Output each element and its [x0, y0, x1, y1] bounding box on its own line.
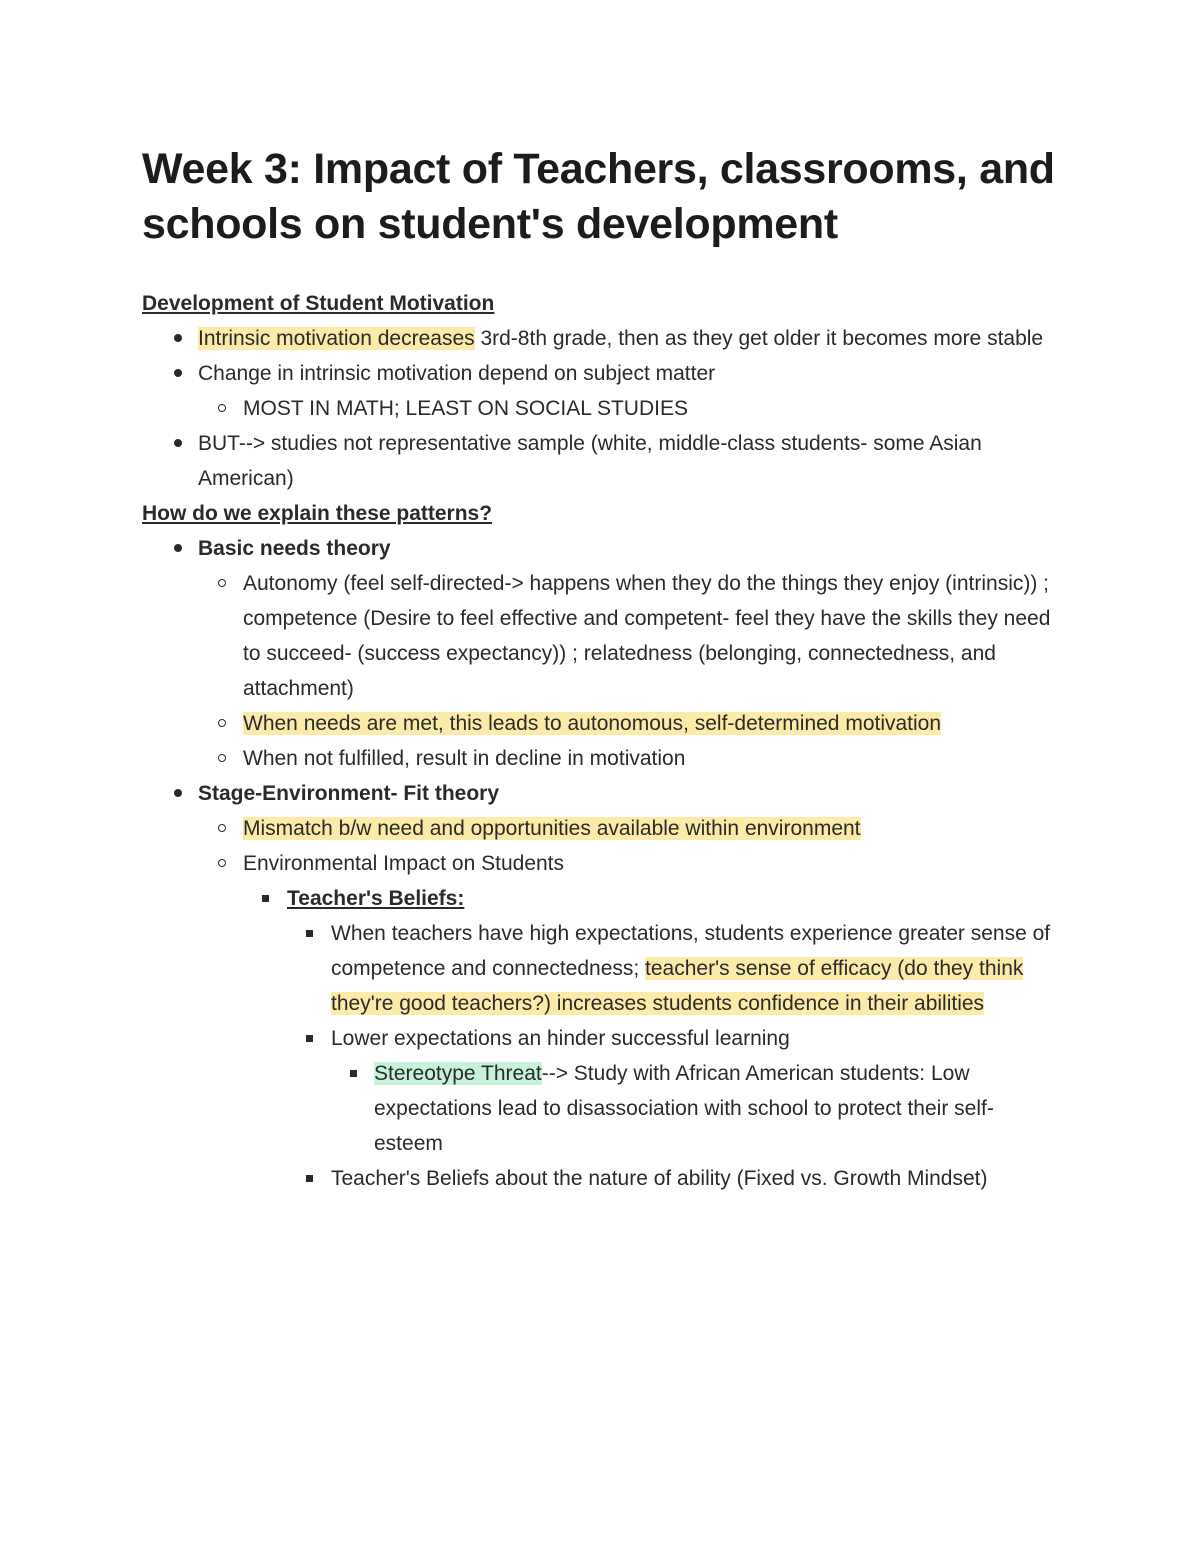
- list-item-text: Teacher's Beliefs about the nature of ability (Fixed vs. Growth Mindset): [331, 1167, 988, 1190]
- list-item-text: Autonomy (feel self-directed-> happens when they do the things they enjoy (intrinsic)) ; competence (Desire to feel effective and competent- feel they have the skills they need to succeed- (success expectancy)) ; relatedness (belonging, connectedness, and attachment): [243, 572, 1051, 700]
- bullet-circle-icon: [218, 754, 226, 762]
- list-item-basic-needs: [142, 531, 1062, 566]
- bullet-circle-icon: [218, 859, 226, 867]
- list-item-text: When teachers have high expectations, students experience greater sense of competence and connectedness;: [331, 922, 1051, 980]
- page-title: Week 3: Impact of Teachers, classrooms, and schools on student's development: [142, 145, 1055, 248]
- bullet-circle-icon: [218, 404, 226, 412]
- highlighted-text: Mismatch b/w need and opportunities available within environment: [243, 817, 861, 840]
- list-item: [142, 1021, 1062, 1056]
- list-item-stage-environment: [142, 776, 1062, 811]
- section-heading-patterns: How do we explain these patterns?: [142, 502, 493, 525]
- list-item-text: Environmental Impact on Students: [243, 852, 565, 875]
- list-item-text: BUT--> studies not representative sample (white, middle-class students- some Asian American): [198, 432, 982, 490]
- list-item-text: Lower expectations an hinder successful learning: [331, 1027, 790, 1050]
- bullet-disc-icon: [174, 789, 182, 797]
- highlighted-text-green: Stereotype Threat: [374, 1062, 542, 1085]
- bullet-square-icon: [306, 1175, 313, 1182]
- list-item-text: --> Study with African American students: Low expectations lead to disassociation with school to protect their self-esteem: [374, 1062, 994, 1155]
- bullet-disc-icon: [174, 544, 182, 552]
- list-item: [142, 811, 1062, 846]
- list-item: [142, 916, 1062, 1021]
- list-item-text: Teacher's Beliefs:: [287, 887, 465, 910]
- bullet-circle-icon: [218, 719, 226, 727]
- list-item-text: MOST IN MATH; LEAST ON SOCIAL STUDIES: [243, 397, 688, 420]
- list-item: [142, 391, 1062, 426]
- list-item: [142, 846, 1062, 881]
- list-item: [142, 741, 1062, 776]
- list-item: [142, 426, 1062, 496]
- bullet-square-icon: [306, 930, 313, 937]
- list-item: [142, 566, 1062, 706]
- list-item-text: When not fulfilled, result in decline in motivation: [243, 747, 686, 770]
- list-item-teachers-beliefs: [142, 881, 1062, 916]
- list-item: [142, 1161, 1062, 1196]
- list-item-text: 3rd-8th grade, then as they get older it becomes more stable: [474, 327, 1044, 350]
- bullet-circle-icon: [218, 579, 226, 587]
- list-item-text: Change in intrinsic motivation depend on subject matter: [198, 362, 716, 385]
- highlighted-text: When needs are met, this leads to autonomous, self-determined motivation: [243, 712, 942, 735]
- list-item: [142, 321, 1062, 356]
- motivation-list: [142, 321, 1062, 496]
- bullet-square-icon: [350, 1070, 357, 1077]
- bullet-circle-icon: [218, 824, 226, 832]
- section-heading-motivation: Development of Student Motivation: [142, 292, 495, 315]
- bullet-square-icon: [306, 1035, 313, 1042]
- patterns-list: [142, 531, 1062, 1196]
- list-item: [142, 706, 1062, 741]
- highlighted-text: teacher's sense of efficacy (do they think they're good teachers?) increases students confidence in their abilities: [331, 957, 1024, 1015]
- bullet-disc-icon: [174, 439, 182, 447]
- highlighted-text: Intrinsic motivation decreases: [198, 327, 475, 350]
- list-item: [142, 1056, 1062, 1161]
- list-item-text: Basic needs theory: [198, 537, 391, 560]
- list-item-text: Stage-Environment- Fit theory: [198, 782, 500, 805]
- bullet-disc-icon: [174, 334, 182, 342]
- bullet-disc-icon: [174, 369, 182, 377]
- bullet-square-icon: [262, 895, 269, 902]
- list-item: [142, 356, 1062, 391]
- document-page: [142, 142, 1062, 1196]
